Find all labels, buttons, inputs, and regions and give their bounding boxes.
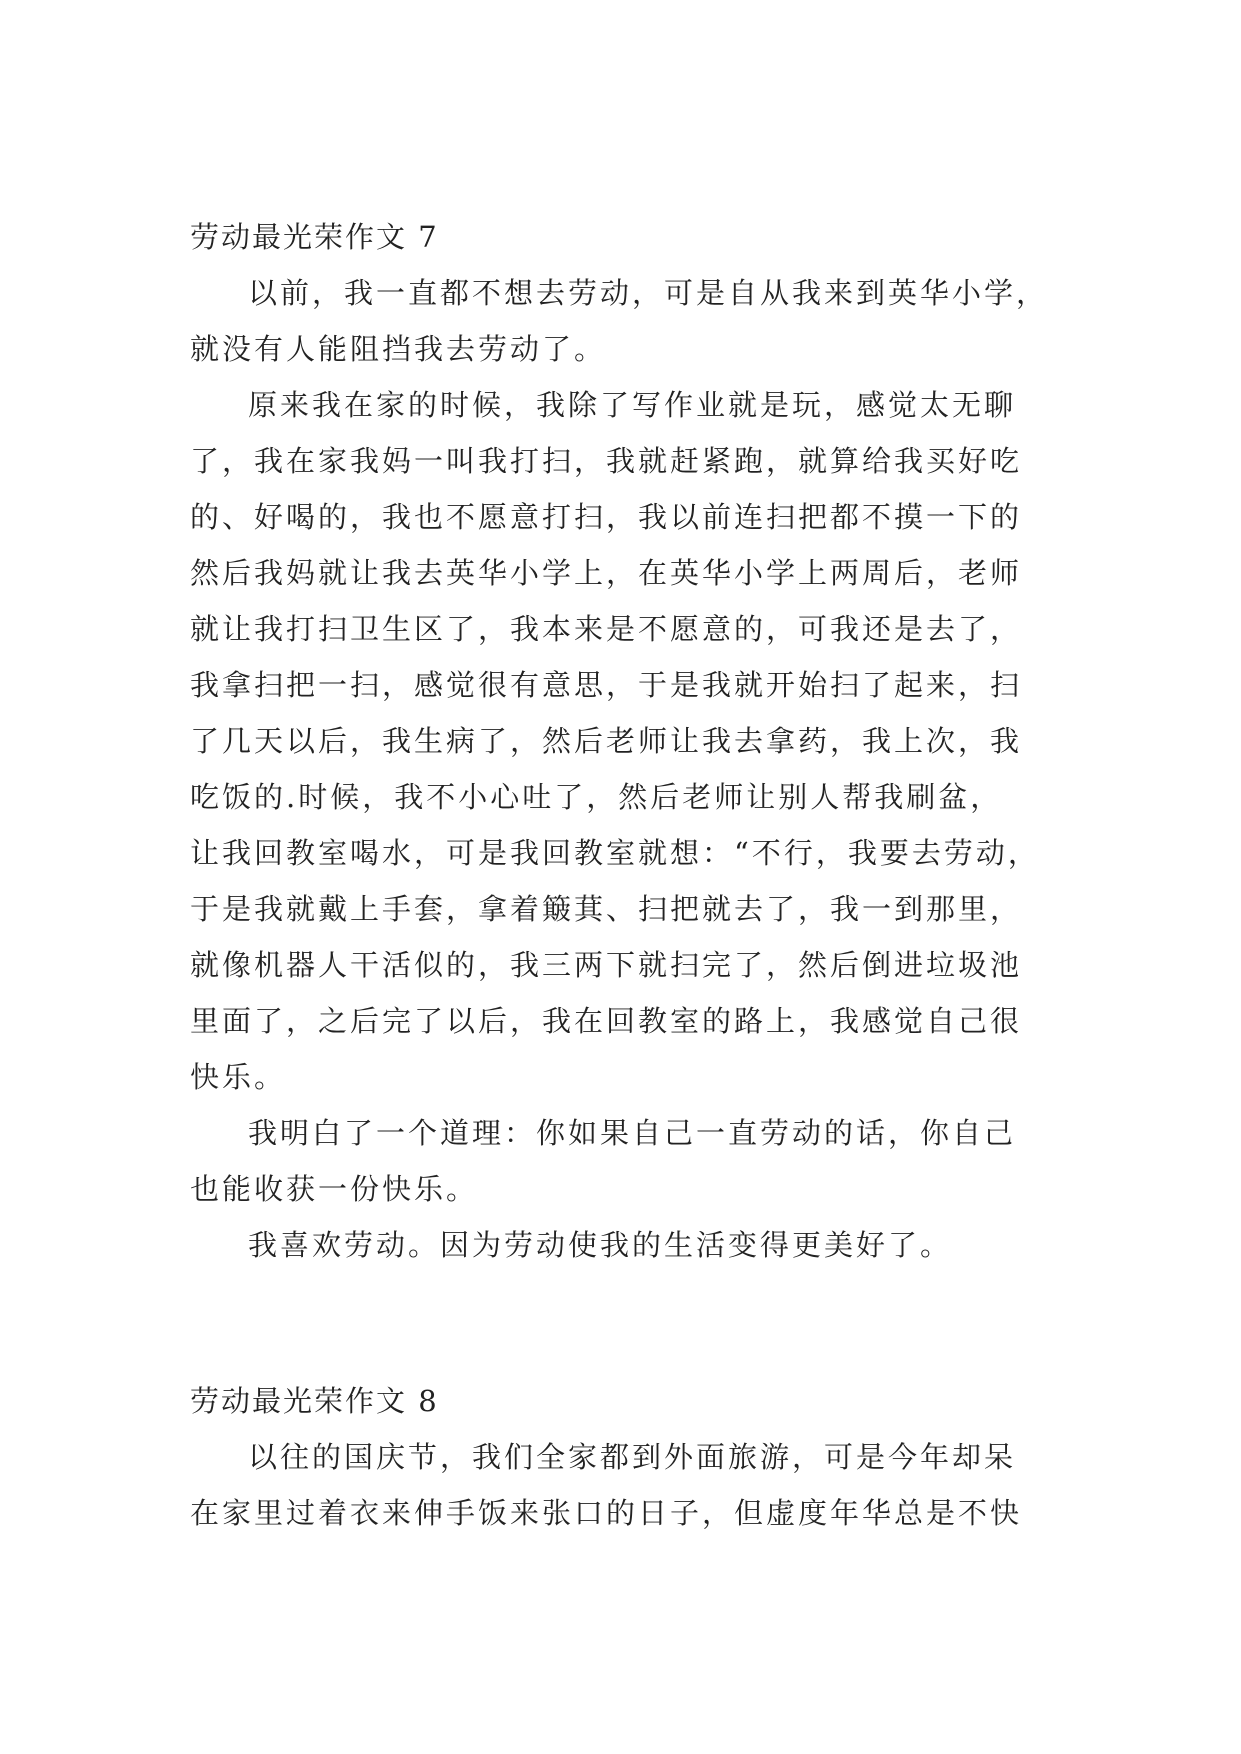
text-line: 就没有人能阻挡我去劳动了。 xyxy=(190,332,607,366)
text-line: 让我回教室喝水，可是我回教室就想：“不行，我要去劳动， xyxy=(190,836,1040,870)
text-line: 然后我妈就让我去英华小学上，在英华小学上两周后，老师 xyxy=(190,556,1023,590)
text-line: 于是我就戴上手套，拿着簸萁、扫把就去了，我一到那里， xyxy=(190,892,1023,926)
essay-7-paragraph-4 xyxy=(190,1217,1070,1273)
text-line: 原来我在家的时候，我除了写作业就是玩，感觉太无聊 xyxy=(248,388,1017,422)
text-line: 也能收获一份快乐。 xyxy=(190,1172,479,1206)
text-line: 就像机器人干活似的，我三两下就扫完了，然后倒进垃圾池 xyxy=(190,948,1023,982)
text-line: 以往的国庆节，我们全家都到外面旅游，可是今年却呆 xyxy=(248,1440,1017,1474)
text-line: 的、好喝的，我也不愿意打扫，我以前连扫把都不摸一下的 xyxy=(190,500,1023,534)
text-line: 里面了，之后完了以后，我在回教室的路上，我感觉自己很 xyxy=(190,1004,1023,1038)
essay-7-paragraph-2 xyxy=(190,377,1070,1105)
text-line: 我明白了一个道理：你如果自己一直劳动的话，你自己 xyxy=(248,1116,1017,1150)
text-line: 我喜欢劳动。因为劳动使我的生活变得更美好了。 xyxy=(248,1228,953,1262)
text-line: 我拿扫把一扫，感觉很有意思，于是我就开始扫了起来，扫 xyxy=(190,668,1023,702)
text-line: 快乐。 xyxy=(190,1060,287,1094)
essay-8 xyxy=(190,1381,1070,1541)
essay-8-paragraph-1 xyxy=(190,1429,1070,1541)
essay-7-paragraph-3 xyxy=(190,1105,1070,1217)
text-line: 以前，我一直都不想去劳动，可是自从我来到英华小学， xyxy=(248,276,1049,310)
essay-7 xyxy=(190,217,1070,1273)
text-line: 了几天以后，我生病了，然后老师让我去拿药，我上次，我 xyxy=(190,724,1023,758)
essay-7-paragraph-1 xyxy=(190,265,1070,377)
text-line: 了，我在家我妈一叫我打扫，我就赶紧跑，就算给我买好吃 xyxy=(190,444,1023,478)
text-line: 就让我打扫卫生区了，我本来是不愿意的，可我还是去了， xyxy=(190,612,1023,646)
text-line: 在家里过着衣来伸手饭来张口的日子，但虚度年华总是不快 xyxy=(190,1496,1023,1530)
text-line: 吃饭的.时候，我不小心吐了，然后老师让别人帮我刷盆， xyxy=(190,780,1003,814)
essay-8-title: 劳动最光荣作文 8 xyxy=(190,1384,439,1418)
essay-7-title: 劳动最光荣作文 7 xyxy=(190,220,439,254)
